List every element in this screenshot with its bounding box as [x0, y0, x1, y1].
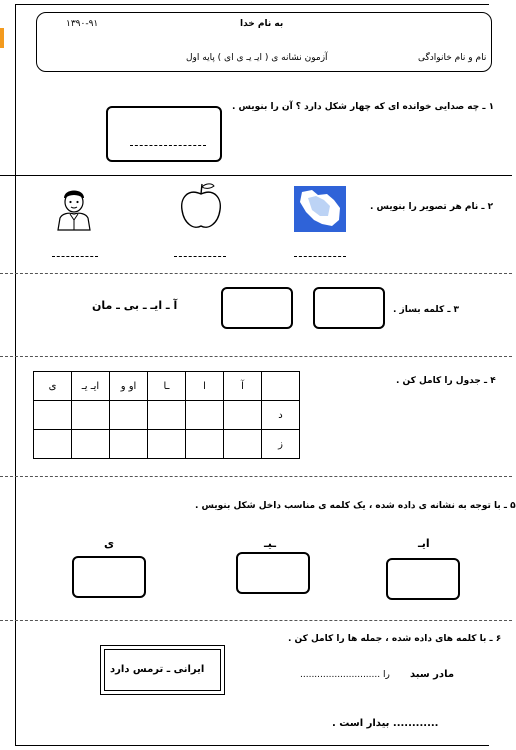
q3-syllables: آ ـ ایـ ـ بی ـ مان — [92, 299, 178, 312]
section-divider — [0, 273, 512, 274]
q5-word-box-2[interactable] — [236, 552, 310, 594]
page-edge-marker — [0, 28, 4, 48]
apple-icon — [178, 180, 224, 232]
section-divider — [0, 175, 512, 176]
q3-word-box-2[interactable] — [221, 287, 293, 329]
q6-sentence1-blank[interactable]: را ............................ — [300, 670, 390, 680]
student-name-label: نام و نام خانوادگی — [418, 53, 487, 63]
table-row — [34, 430, 300, 459]
table-cell[interactable] — [186, 401, 224, 430]
q6-words: ایرانی ـ ترمس دارد — [110, 664, 205, 675]
table-cell[interactable] — [72, 430, 110, 459]
table-cell[interactable] — [224, 401, 262, 430]
table-row — [34, 401, 300, 430]
table-cell: ـا — [148, 372, 186, 401]
school-year: ۱۳۹۰-۹۱ — [66, 19, 99, 29]
q5-sign-2: ـیـ — [264, 537, 277, 550]
boy-icon — [50, 184, 98, 232]
table-cell: آ — [224, 372, 262, 401]
q1-answer-box[interactable] — [106, 106, 222, 162]
section-divider — [0, 356, 512, 357]
table-cell[interactable] — [34, 401, 72, 430]
table-cell: د — [262, 401, 300, 430]
table-cell[interactable] — [110, 430, 148, 459]
q1-answer-blank — [130, 145, 206, 146]
q6-sentence1-start: مادر سبد — [410, 669, 455, 680]
q3-text: ۳ ـ کلمه بساز . — [393, 305, 460, 315]
table-header-row — [34, 372, 300, 401]
table-cell: او و — [110, 372, 148, 401]
q3-word-box-1[interactable] — [313, 287, 385, 329]
q5-text: ۵ ـ با توجه به نشانه ی داده شده ، یک کلمه ی مناسب داخل شکل بنویس . — [195, 501, 516, 511]
table-cell[interactable] — [110, 401, 148, 430]
exam-title: آزمون نشانه ی ( ایـ یـ ی ای ) پایه اول — [186, 53, 328, 63]
table-cell[interactable] — [72, 401, 110, 430]
table-cell: ی — [34, 372, 72, 401]
table-cell: ایـ یـ — [72, 372, 110, 401]
q2-blank-boy — [52, 256, 98, 257]
table-cell[interactable] — [186, 430, 224, 459]
q4-text: ۴ ـ جدول را کامل کن . — [396, 376, 496, 386]
table-cell[interactable] — [148, 430, 186, 459]
q2-text: ۲ ـ نام هر تصویر را بنویس . — [370, 202, 494, 212]
q2-blank-map — [294, 256, 346, 257]
q6-sentence2[interactable]: ............ بیدار است . — [332, 718, 439, 729]
table-cell[interactable] — [148, 401, 186, 430]
q5-sign-3: ی — [104, 537, 115, 550]
table-cell — [262, 372, 300, 401]
table-cell: ز — [262, 430, 300, 459]
table-cell: ا — [186, 372, 224, 401]
section-divider — [0, 476, 512, 477]
map-of-iran-icon — [294, 186, 346, 232]
q2-blank-apple — [174, 256, 226, 257]
q5-sign-1: ایـ — [418, 537, 430, 550]
section-divider — [0, 620, 512, 621]
q1-text: ۱ ـ چه صدایی خوانده ای که چهار شکل دارد ؟ آن را بنویس . — [232, 102, 495, 112]
q4-table — [33, 371, 300, 459]
q5-word-box-1[interactable] — [386, 558, 460, 600]
table-cell[interactable] — [224, 430, 262, 459]
q6-text: ۶ ـ با کلمه های داده شده ، جمله ها را کامل کن . — [288, 634, 502, 644]
table-cell[interactable] — [34, 430, 72, 459]
q5-word-box-3[interactable] — [72, 556, 146, 598]
bismillah-text: به نام خدا — [240, 19, 284, 29]
